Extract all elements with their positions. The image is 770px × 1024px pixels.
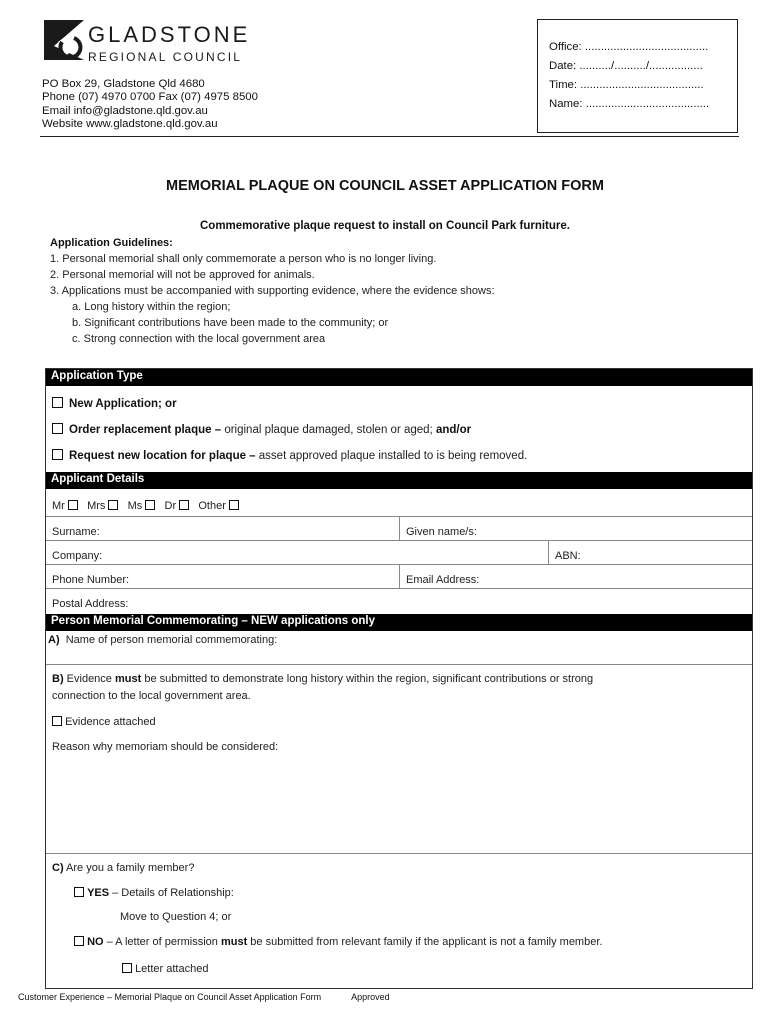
question-b-label: B) bbox=[52, 673, 64, 685]
no-label: NO bbox=[87, 936, 104, 948]
option-replacement-plaque bbox=[52, 423, 471, 436]
row-divider bbox=[46, 853, 752, 854]
no-checkbox[interactable] bbox=[74, 936, 84, 946]
title-mrs-label: Mrs bbox=[87, 500, 106, 512]
postal-address-field[interactable]: Postal Address: bbox=[52, 598, 129, 610]
title-ms-checkbox[interactable] bbox=[145, 500, 155, 510]
question-a bbox=[48, 634, 277, 646]
guideline-subitem: c. Strong connection with the local government area bbox=[72, 333, 326, 345]
application-form bbox=[45, 368, 753, 989]
new-location-checkbox[interactable] bbox=[52, 449, 63, 460]
council-logo bbox=[40, 16, 280, 78]
question-b-line2: connection to the local government area. bbox=[52, 690, 251, 702]
question-b-line1 bbox=[52, 673, 593, 685]
evidence-attached-checkbox[interactable] bbox=[52, 716, 62, 726]
company-field[interactable]: Company: bbox=[52, 550, 103, 562]
title-dr-label: Dr bbox=[164, 500, 177, 512]
phone-line: Phone (07) 4970 0700 Fax (07) 4975 8500 bbox=[42, 91, 258, 104]
page-title: MEMORIAL PLAQUE ON COUNCIL ASSET APPLICATION FORM bbox=[166, 178, 604, 194]
guideline-subitem: b. Significant contributions have been made to the community; or bbox=[72, 317, 389, 329]
phone-number-field[interactable]: Phone Number: bbox=[52, 574, 130, 586]
new-application-label: New Application; or bbox=[69, 398, 177, 410]
abn-field[interactable]: ABN: bbox=[555, 550, 581, 562]
column-divider bbox=[399, 516, 400, 540]
letter-attached-checkbox[interactable] bbox=[122, 963, 132, 973]
date-field[interactable]: Date: ........../........../................. bbox=[549, 60, 703, 72]
footer-status: Approved bbox=[351, 992, 390, 1002]
replacement-plaque-checkbox[interactable] bbox=[52, 423, 63, 434]
yes-text[interactable]: – Details of Relationship: bbox=[109, 887, 234, 899]
row-divider bbox=[46, 588, 752, 589]
no-option bbox=[74, 936, 602, 948]
address-line: PO Box 29, Gladstone Qld 4680 bbox=[42, 78, 205, 90]
replacement-plaque-text: original plaque damaged, stolen or aged; bbox=[221, 424, 436, 436]
guideline-item: 2. Personal memorial will not be approved for animals. bbox=[50, 269, 315, 281]
question-a-text[interactable]: Name of person memorial commemorating: bbox=[65, 634, 278, 646]
row-divider bbox=[46, 540, 752, 541]
letter-attached-label: Letter attached bbox=[135, 963, 209, 975]
office-use-box bbox=[537, 19, 738, 133]
given-names-field[interactable]: Given name/s: bbox=[406, 526, 477, 538]
council-address bbox=[42, 78, 258, 132]
application-guidelines bbox=[50, 235, 495, 347]
title-other-checkbox[interactable] bbox=[229, 500, 239, 510]
column-divider bbox=[548, 540, 549, 564]
new-application-checkbox[interactable] bbox=[52, 397, 63, 408]
office-field[interactable]: Office: ....................................... bbox=[549, 41, 709, 53]
footer-form-name: Customer Experience – Memorial Plaque on Council Asset Application Form bbox=[18, 992, 322, 1002]
question-b-must: must bbox=[114, 673, 142, 685]
letter-attached-option bbox=[122, 963, 208, 975]
yes-option bbox=[74, 887, 234, 899]
no-text-cont: be submitted from relevant family if the applicant is not a family member. bbox=[247, 936, 603, 948]
council-logo-icon bbox=[40, 16, 88, 64]
replacement-plaque-label: Order replacement plaque – bbox=[69, 424, 222, 436]
logo-name: GLADSTONE bbox=[88, 22, 251, 47]
question-b-text: Evidence bbox=[63, 673, 115, 685]
title-mr-checkbox[interactable] bbox=[68, 500, 78, 510]
question-c-text: Are you a family member? bbox=[63, 862, 195, 874]
application-type-heading: Application Type bbox=[46, 369, 752, 386]
guideline-item: 1. Personal memorial shall only commemorate a person who is no longer living. bbox=[50, 253, 437, 265]
email-address-field[interactable]: Email Address: bbox=[406, 574, 480, 586]
page-footer bbox=[18, 992, 420, 1002]
guideline-item: 3. Applications must be accompanied with supporting evidence, where the evidence shows: bbox=[50, 285, 495, 297]
website-line: Website www.gladstone.qld.gov.au bbox=[42, 118, 218, 131]
header-divider bbox=[40, 136, 739, 137]
yes-label: YES bbox=[87, 887, 110, 899]
option-new-location bbox=[52, 449, 527, 462]
applicant-details-heading: Applicant Details bbox=[46, 472, 752, 489]
evidence-attached-label: Evidence attached bbox=[65, 716, 156, 728]
surname-field[interactable]: Surname: bbox=[52, 526, 100, 538]
row-divider bbox=[46, 664, 752, 665]
no-text: – A letter of permission bbox=[103, 936, 221, 948]
question-c bbox=[52, 862, 194, 874]
new-location-label: Request new location for plaque – bbox=[69, 450, 256, 462]
column-divider bbox=[399, 564, 400, 588]
title-ms-label: Ms bbox=[127, 500, 143, 512]
yes-checkbox[interactable] bbox=[74, 887, 84, 897]
title-options bbox=[52, 500, 239, 512]
new-location-text: asset approved plaque installed to is being removed. bbox=[255, 450, 528, 462]
title-mrs-checkbox[interactable] bbox=[108, 500, 118, 510]
title-other-label: Other bbox=[198, 500, 226, 512]
title-dr-checkbox[interactable] bbox=[179, 500, 189, 510]
move-to-question-text: Move to Question 4; or bbox=[120, 911, 232, 923]
email-line: Email info@gladstone.qld.gov.au bbox=[42, 104, 208, 117]
evidence-attached-option bbox=[52, 716, 156, 728]
option-new-application bbox=[52, 397, 177, 410]
reason-field[interactable]: Reason why memoriam should be considered: bbox=[52, 741, 279, 753]
time-field[interactable]: Time: ....................................... bbox=[549, 79, 704, 91]
replacement-plaque-tail: and/or bbox=[435, 424, 472, 436]
question-c-label: C) bbox=[52, 862, 64, 874]
name-field[interactable]: Name: ....................................... bbox=[549, 98, 710, 110]
guidelines-heading: Application Guidelines: bbox=[50, 237, 173, 249]
question-a-label: A) bbox=[48, 634, 60, 646]
guideline-subitem: a. Long history within the region; bbox=[72, 301, 231, 313]
page-subtitle: Commemorative plaque request to install on Council Park furniture. bbox=[200, 220, 570, 232]
no-must: must bbox=[220, 936, 248, 948]
question-b-text-cont: be submitted to demonstrate long history within the region, significant contributions or strong bbox=[141, 673, 594, 685]
person-memorial-heading: Person Memorial Commemorating – NEW applications only bbox=[46, 614, 752, 631]
logo-subtitle: REGIONAL COUNCIL bbox=[88, 50, 243, 64]
title-mr-label: Mr bbox=[52, 500, 65, 512]
